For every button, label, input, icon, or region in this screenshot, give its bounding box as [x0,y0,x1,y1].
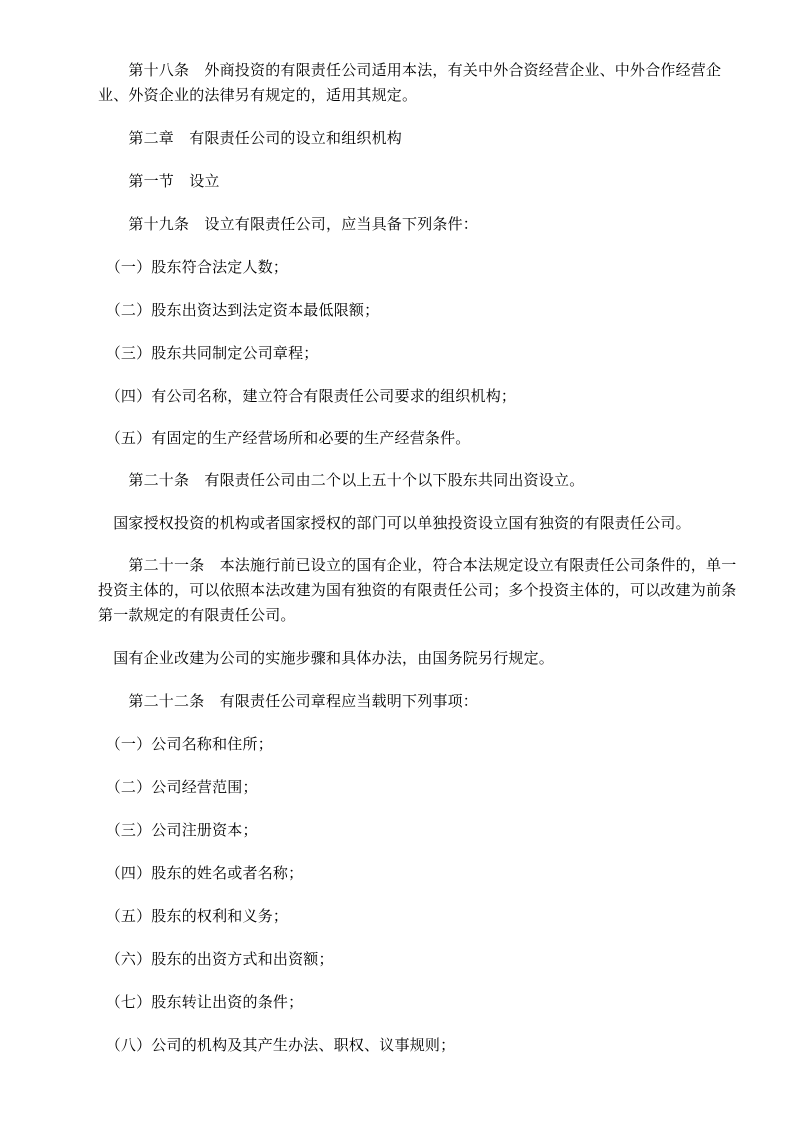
article-21-second-paragraph: 国有企业改建为公司的实施步骤和具体办法，由国务院另行规定。 [98,649,555,667]
list-item: （五）有固定的生产经营场所和必要的生产经营条件。 [98,429,471,447]
list-item: （四）有公司名称，建立符合有限责任公司要求的组织机构； [98,387,517,405]
list-item: （三）公司注册资本； [98,821,258,839]
list-item: （二）公司经营范围； [98,778,258,796]
article-18-paragraph: 第十八条 外商投资的有限责任公司适用本法，有关中外合资经营企业、中外合作经营企业、外资企业的法律另有规定的，适用其规定。 [98,61,722,104]
section-1-heading: 第一节 设立 [98,172,220,190]
list-item: （一）股东符合法定人数； [98,258,289,276]
chapter-2-heading: 第二章 有限责任公司的设立和组织机构 [98,129,403,147]
list-item: （八）公司的机构及其产生办法、职权、议事规则； [98,1036,456,1054]
list-item: （七）股东转让出资的条件； [98,993,304,1011]
article-20-second-paragraph: 国家授权投资的机构或者国家授权的部门可以单独投资设立国有独资的有限责任公司。 [98,514,691,532]
article-22-paragraph: 第二十二条 有限责任公司章程应当载明下列事项： [98,692,479,710]
list-item: （二）股东出资达到法定资本最低限额； [98,301,380,319]
list-item: （三）股东共同制定公司章程； [98,344,319,362]
article-20-paragraph: 第二十条 有限责任公司由二个以上五十个以下股东共同出资设立。 [98,471,585,489]
list-item: （六）股东的出资方式和出资额； [98,950,334,968]
article-21-paragraph: 第二十一条 本法施行前已设立的国有企业，符合本法规定设立有限责任公司条件的，单一投资主体的，可以依照本法改建为国有独资的有限责任公司；多个投资主体的，可以改建为前条第一款规定的有限责任公司。 [98,556,737,624]
list-item: （五）股东的权利和义务； [98,907,289,925]
list-item: （四）股东的姓名或者名称； [98,864,304,882]
article-19-paragraph: 第十九条 设立有限责任公司，应当具备下列条件： [98,215,479,233]
list-item: （一）公司名称和住所； [98,735,273,753]
